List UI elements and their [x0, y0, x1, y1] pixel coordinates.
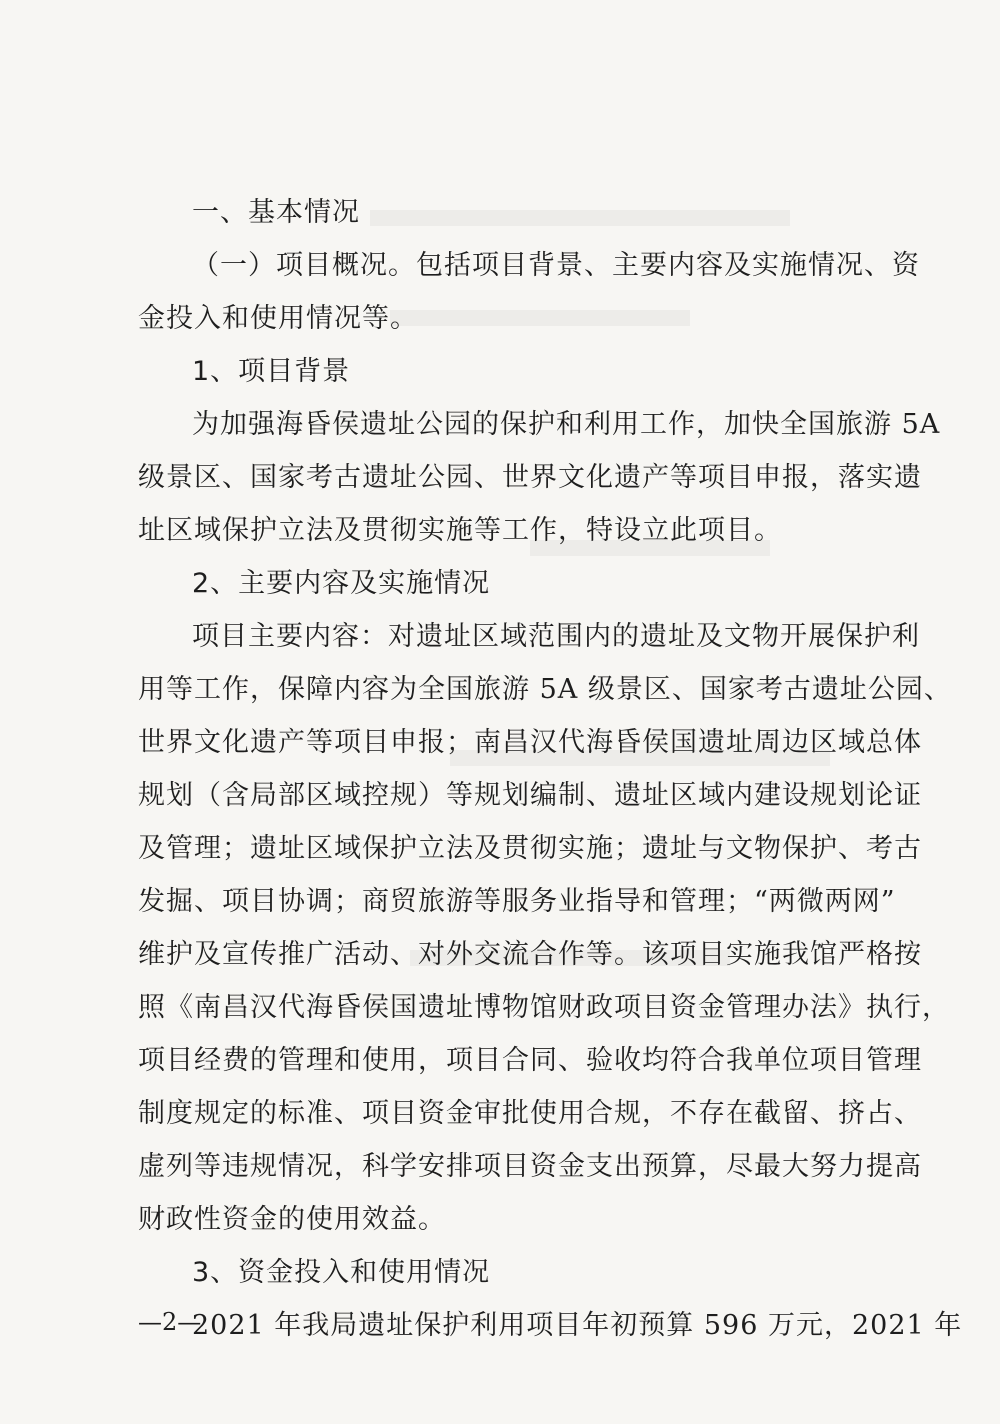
subsection-heading-line: （一）项目概况。包括项目背景、主要内容及实施情况、资: [192, 250, 920, 281]
paragraph-line: 2021 年我局遗址保护利用项目年初预算 596 万元，2021 年: [192, 1310, 963, 1341]
paragraph-line: 为加强海昏侯遗址公园的保护和利用工作，加快全国旅游 5A: [192, 409, 941, 440]
paragraph-line: 项目主要内容：对遗址区域范围内的遗址及文物开展保护利: [192, 621, 920, 652]
subsection-heading-line: 金投入和使用情况等。: [138, 303, 418, 334]
item-heading-funding: 3、资金投入和使用情况: [192, 1257, 491, 1288]
paragraph-line: 址区域保护立法及贯彻实施等工作，特设立此项目。: [138, 515, 782, 546]
paragraph-line: 虚列等违规情况，科学安排项目资金支出预算，尽最大努力提高: [138, 1151, 922, 1182]
page-number: —2—: [138, 1308, 202, 1336]
paragraph-line: 用等工作，保障内容为全国旅游 5A 级景区、国家考古遗址公园、: [138, 674, 952, 705]
section-heading: 一、基本情况: [192, 197, 360, 228]
paragraph-line: 制度规定的标准、项目资金审批使用合规，不存在截留、挤占、: [138, 1098, 922, 1129]
paragraph-line: 财政性资金的使用效益。: [138, 1204, 446, 1235]
paragraph-line: 级景区、国家考古遗址公园、世界文化遗产等项目申报，落实遗: [138, 462, 922, 493]
item-heading-background: 1、项目背景: [192, 356, 351, 387]
paragraph-line: 项目经费的管理和使用，项目合同、验收均符合我单位项目管理: [138, 1045, 922, 1076]
paragraph-line: 维护及宣传推广活动、对外交流合作等。该项目实施我馆严格按: [138, 939, 922, 970]
document-body: [138, 186, 963, 1352]
paragraph-line: 规划（含局部区域控规）等规划编制、遗址区域内建设规划论证: [138, 780, 922, 811]
paragraph-line: 发掘、项目协调；商贸旅游等服务业指导和管理；“两微两网”: [138, 886, 896, 917]
paragraph-line: 及管理；遗址区域保护立法及贯彻实施；遗址与文物保护、考古: [138, 833, 922, 864]
item-heading-content: 2、主要内容及实施情况: [192, 568, 491, 599]
paragraph-line: 照《南昌汉代海昏侯国遗址博物馆财政项目资金管理办法》执行，: [138, 992, 950, 1023]
paragraph-line: 世界文化遗产等项目申报；南昌汉代海昏侯国遗址周边区域总体: [138, 727, 922, 758]
